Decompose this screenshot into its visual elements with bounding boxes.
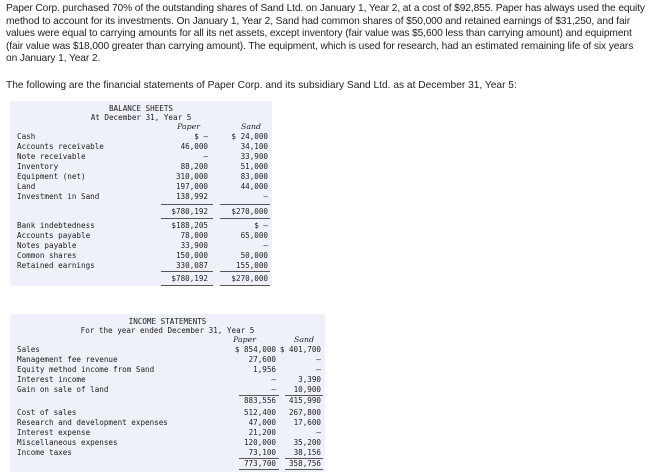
row-label: Accounts receivable — [17, 142, 104, 151]
statement-row — [10, 221, 272, 231]
row-label: Inventory — [17, 162, 59, 171]
sand-value: 65,000 — [240, 231, 268, 240]
sand-value: $ 24,000 — [231, 132, 268, 141]
row-label: Notes payable — [17, 241, 77, 250]
statement-row — [10, 438, 325, 448]
row-label: Note receivable — [17, 152, 86, 161]
statement-row — [10, 172, 272, 182]
row-label: Common shares — [17, 251, 77, 260]
paper-value: 33,900 — [180, 241, 208, 250]
sand-value: – — [316, 365, 321, 374]
sand-value: 51,000 — [240, 162, 268, 171]
sand-value: 17,600 — [293, 418, 321, 427]
bs-col-paper: Paper — [177, 122, 200, 131]
sand-value: 83,000 — [240, 172, 268, 181]
balance-sheet-subtitle: At December 31, Year 5 — [90, 113, 192, 122]
row-label: Interest income — [17, 375, 86, 384]
bs-liabilities-total-row — [10, 274, 272, 284]
is-rule — [285, 469, 323, 470]
balance-sheet-title: BALANCE SHEETS — [108, 104, 173, 113]
paper-value: $ 854,000 — [234, 345, 276, 354]
paper-value: 1,956 — [253, 365, 276, 374]
paper-value: $188,205 — [171, 221, 208, 230]
statement-row — [10, 182, 272, 192]
paper-value: 150,000 — [175, 251, 208, 260]
row-label: Bank indebtedness — [17, 221, 95, 230]
statement-row — [10, 142, 272, 152]
paper-value: – — [203, 152, 208, 161]
statement-row — [10, 152, 272, 162]
statement-row — [10, 132, 272, 142]
row-label: Equity method income from Sand — [17, 365, 155, 374]
statement-row — [10, 251, 272, 261]
sand-value: 44,000 — [240, 182, 268, 191]
bs-rule — [220, 218, 270, 219]
is-rule — [239, 469, 279, 470]
paper-value: 78,000 — [180, 231, 208, 240]
bs-col-sand: Sand — [240, 122, 261, 131]
row-label: Land — [17, 182, 36, 191]
is-col-sand: Sand — [293, 335, 314, 344]
statement-row — [10, 365, 325, 375]
paper-value: $ – — [194, 132, 208, 141]
paper-value: – — [271, 375, 276, 384]
paper-value: 46,000 — [180, 142, 208, 151]
sand-value: 38,156 — [293, 448, 321, 457]
statement-row — [10, 231, 272, 241]
bs-assets-total-row — [10, 207, 272, 217]
row-label: Miscellaneous expenses — [17, 438, 118, 447]
sand-value: – — [316, 355, 321, 364]
sand-value: $ 401,700 — [279, 345, 321, 354]
paper-value: 47,000 — [248, 418, 276, 427]
is-revenues-total-row — [10, 396, 325, 406]
bs-rule — [220, 271, 270, 272]
bs-rule — [220, 204, 270, 205]
balance-sheet-panel — [10, 101, 272, 286]
is-rev-total-sand: 415,990 — [288, 396, 321, 405]
problem-intro: Paper Corp. purchased 70% of the outstanding shares of Sand Ltd. on January 1, Year 2, at a cost of $92,855. Paper has always used the equity method to account for its investments. On January 1, Year 2, Sand had common shares of $50,000 and retained earnings of $31,250, and fair values were equal to carrying amounts for all its net assets, except inventory (fair value was $5,600 less than carrying amount) and equipment (fair value was $18,000 greater than carrying amount). The equipment, which is used for research, had an estimated remaining life of six years on January 1, Year 2. — [6, 3, 645, 65]
paper-value: 73,100 — [248, 448, 276, 457]
statement-row — [10, 192, 272, 202]
income-statement-panel — [10, 314, 325, 472]
row-label: Gain on sale of land — [17, 385, 109, 394]
sand-value: 3,390 — [298, 375, 321, 384]
statement-row — [10, 375, 325, 385]
bs-liab-total-paper: $780,192 — [171, 274, 208, 283]
paper-value: 310,000 — [175, 172, 208, 181]
row-label: Management fee revenue — [17, 355, 118, 364]
row-label: Interest expense — [17, 428, 91, 437]
is-exp-total-sand: 358,756 — [288, 459, 321, 468]
row-label: Equipment (net) — [17, 172, 86, 181]
statement-row — [10, 418, 325, 428]
is-col-paper: Paper — [233, 335, 256, 344]
sand-value: 155,000 — [235, 261, 268, 270]
sand-value: 34,100 — [240, 142, 268, 151]
sand-value: $ – — [254, 221, 268, 230]
sand-value: 33,900 — [240, 152, 268, 161]
row-label: Investment in Sand — [17, 192, 100, 201]
bs-liab-total-sand: $270,000 — [231, 274, 268, 283]
sand-value: 35,200 — [293, 438, 321, 447]
row-label: Accounts payable — [17, 231, 91, 240]
statement-row — [10, 345, 325, 355]
income-statement-title: INCOME STATEMENTS — [128, 317, 207, 326]
bs-rule — [161, 285, 213, 286]
paper-value: 21,200 — [248, 428, 276, 437]
row-label: Cost of sales — [17, 408, 77, 417]
row-label: Research and development expenses — [17, 418, 168, 427]
bs-assets-total-paper: $780,192 — [171, 207, 208, 216]
bs-rule — [220, 285, 270, 286]
row-label: Cash — [17, 132, 36, 141]
sand-value: – — [263, 241, 268, 250]
paper-value: 512,400 — [243, 408, 276, 417]
bs-rule — [161, 204, 213, 205]
bs-rule — [161, 218, 213, 219]
statement-row — [10, 241, 272, 251]
statement-row — [10, 428, 325, 438]
sand-value: – — [263, 192, 268, 201]
sand-value: 50,000 — [240, 251, 268, 260]
paper-value: – — [271, 385, 276, 394]
paper-value: 120,000 — [243, 438, 276, 447]
is-expenses-total-row — [10, 459, 325, 469]
sand-value: 10,900 — [293, 385, 321, 394]
paper-value: 88,200 — [180, 162, 208, 171]
income-statement-subtitle: For the year ended December 31, Year 5 — [80, 326, 255, 335]
paper-value: 197,000 — [175, 182, 208, 191]
bs-rule — [161, 271, 213, 272]
row-label: Sales — [17, 345, 40, 354]
statement-row — [10, 261, 272, 271]
sand-value: – — [316, 428, 321, 437]
paper-value: 138,992 — [175, 192, 208, 201]
row-label: Retained earnings — [17, 261, 95, 270]
statement-row — [10, 448, 325, 458]
statement-row — [10, 162, 272, 172]
is-rev-total-paper: 883,556 — [243, 396, 276, 405]
statement-row — [10, 408, 325, 418]
paper-value: 27,600 — [248, 355, 276, 364]
sand-value: 267,800 — [288, 408, 321, 417]
row-label: Income taxes — [17, 448, 72, 457]
paper-value: 330,087 — [175, 261, 208, 270]
statement-row — [10, 355, 325, 365]
is-exp-total-paper: 773,700 — [243, 459, 276, 468]
statements-lead: The following are the financial statements of Paper Corp. and its subsidiary Sand Ltd. as at December 31, Year 5: — [6, 80, 517, 91]
bs-assets-total-sand: $270,000 — [231, 207, 268, 216]
statement-row — [10, 385, 325, 395]
